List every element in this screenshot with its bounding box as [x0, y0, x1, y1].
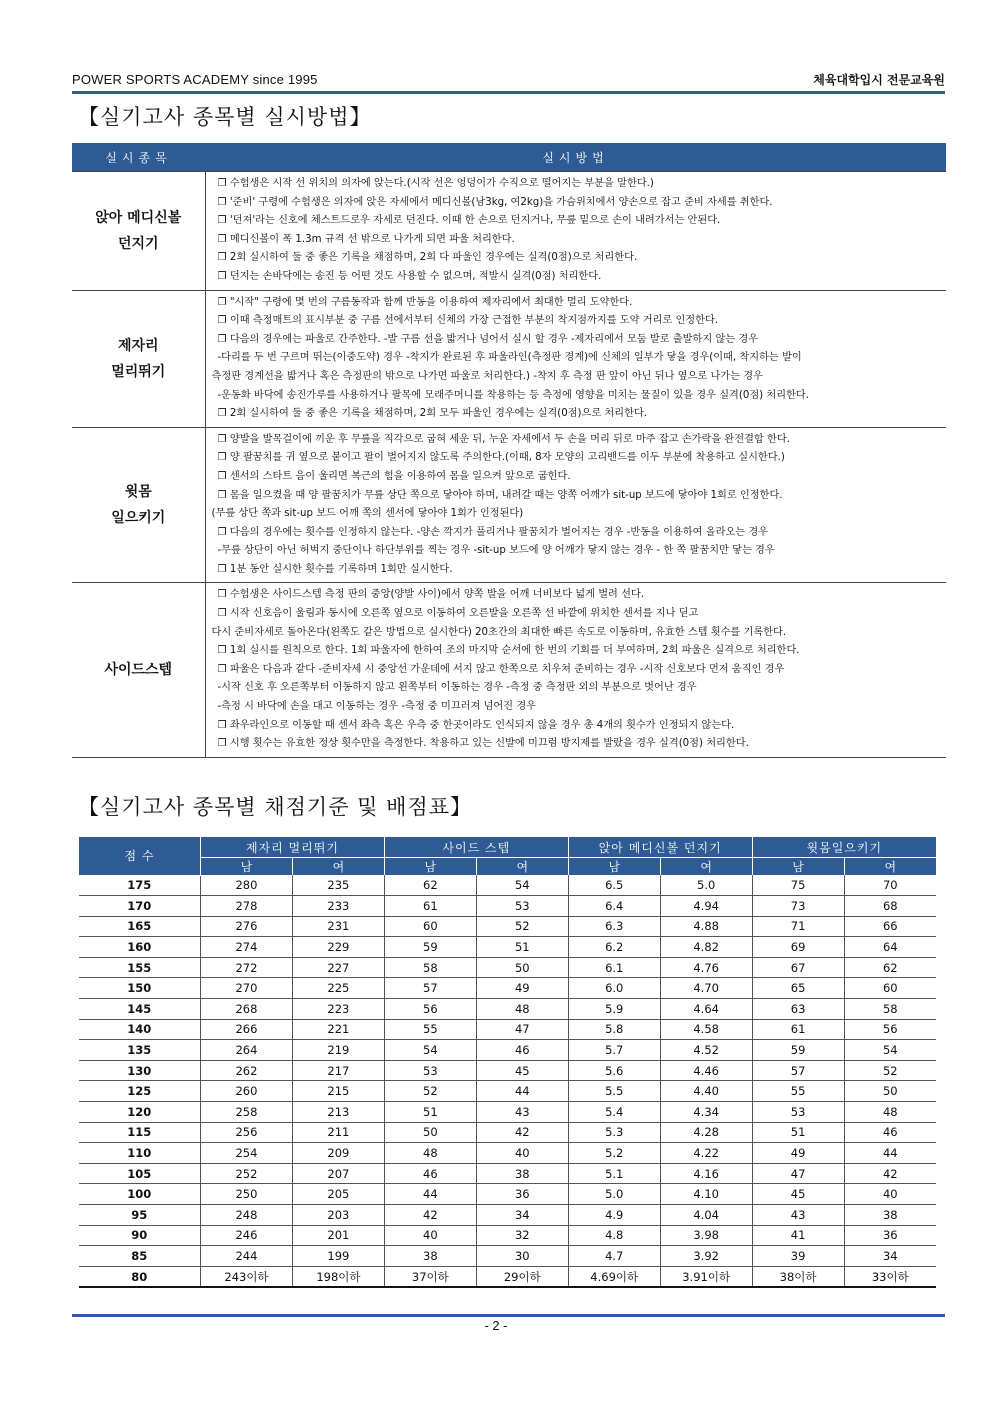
- method-row: [72, 290, 946, 427]
- method-text-line: ❐ 다음의 경우에는 횟수를 인정하지 않는다. -양손 깍지가 풀리거나 팔꿈치가 벌어지는 경우 -반동을 이용하여 올라오는 경우: [217, 526, 769, 538]
- method-text-line: ❐ 몸을 일으켰을 때 양 팔꿈치가 무릎 상단 쪽으로 닿아야 하며, 내려갈 때는 양쪽 어깨가 sit-up 보드에 닿아야 1회로 인정한다.: [217, 489, 783, 501]
- score-column-header: 점 수: [79, 837, 201, 875]
- record-value-cell: 4.69이하: [568, 1266, 660, 1287]
- record-value-cell: 30: [476, 1246, 568, 1267]
- record-value-cell: 6.4: [568, 896, 660, 917]
- score-value-cell: 100: [79, 1184, 201, 1205]
- record-value-cell: 274: [201, 937, 293, 958]
- record-value-cell: 5.6: [568, 1060, 660, 1081]
- record-value-cell: 270: [201, 978, 293, 999]
- method-text-line: ❐ '던져'라는 신호에 체스트드로우 자세로 던진다. 이때 한 손으로 던지거나, 무릎 밑으로 손이 내려가서는 안된다.: [217, 215, 721, 227]
- method-row: [72, 583, 946, 757]
- scores-section-title: 【실기고사 종목별 채점기준 및 배점표】: [78, 795, 472, 819]
- record-value-cell: 49: [752, 1143, 844, 1164]
- record-value-cell: 198이하: [292, 1266, 384, 1287]
- record-value-cell: 4.40: [660, 1081, 752, 1102]
- record-value-cell: 50: [476, 957, 568, 978]
- methods-table: [72, 143, 946, 758]
- record-value-cell: 225: [292, 978, 384, 999]
- record-value-cell: 6.0: [568, 978, 660, 999]
- record-value-cell: 219: [292, 1040, 384, 1061]
- record-value-cell: 4.70: [660, 978, 752, 999]
- record-value-cell: 221: [292, 1019, 384, 1040]
- record-value-cell: 48: [384, 1143, 476, 1164]
- record-value-cell: 4.64: [660, 999, 752, 1020]
- record-value-cell: 256: [201, 1122, 293, 1143]
- method-text-line: ❐ 센서의 스타트 음이 울리면 복근의 힘을 이용하여 몸을 일으켜 앞으로 굽힌다.: [217, 470, 571, 482]
- sex-header: 여: [660, 858, 752, 876]
- record-value-cell: 4.94: [660, 896, 752, 917]
- record-value-cell: 5.0: [568, 1184, 660, 1205]
- record-value-cell: 52: [384, 1081, 476, 1102]
- page-header: [72, 70, 945, 92]
- method-text-line: 다시 준비자세로 돌아온다(왼쪽도 같은 방법으로 실시한다) 20초간의 최대한 빠른 속도로 이동하며, 유효한 스텝 횟수를 기록한다.: [211, 626, 787, 638]
- sex-header: 남: [201, 858, 293, 876]
- record-value-cell: 4.58: [660, 1019, 752, 1040]
- score-value-cell: 90: [79, 1225, 201, 1246]
- record-value-cell: 4.16: [660, 1163, 752, 1184]
- record-value-cell: 36: [476, 1184, 568, 1205]
- event-name-line: 던지기: [117, 235, 159, 252]
- method-text-line: ❐ 이때 측정매트의 표시부분 중 구름 선에서부터 신체의 가장 근접한 부분의 착지점까지를 도약 거리로 인정한다.: [217, 315, 719, 327]
- method-row: [72, 172, 946, 291]
- record-value-cell: 42: [844, 1163, 936, 1184]
- record-value-cell: 32: [476, 1225, 568, 1246]
- record-value-cell: 229: [292, 937, 384, 958]
- record-value-cell: 4.04: [660, 1205, 752, 1226]
- method-column-header: 실시방법: [205, 143, 946, 172]
- institute-name: 체육대학입시 전문교육원: [813, 73, 945, 87]
- score-value-cell: 155: [79, 957, 201, 978]
- record-value-cell: 53: [476, 896, 568, 917]
- record-value-cell: 4.52: [660, 1040, 752, 1061]
- event-header-standing-long-jump: 제자리 멀리뛰기: [201, 837, 385, 858]
- method-text-line: ❐ '준비' 구령에 수험생은 의자에 앉은 자세에서 메디신볼(남3kg, 여2kg)을 가슴위치에서 양손으로 잡고 준비 자세를 취한다.: [217, 196, 773, 208]
- record-value-cell: 250: [201, 1184, 293, 1205]
- record-value-cell: 248: [201, 1205, 293, 1226]
- record-value-cell: 50: [844, 1081, 936, 1102]
- record-value-cell: 244: [201, 1246, 293, 1267]
- header-divider: [72, 91, 945, 94]
- record-value-cell: 44: [384, 1184, 476, 1205]
- event-name-cell: [72, 427, 205, 583]
- method-text-line: ❐ 수험생은 시작 선 위치의 의자에 앉는다.(시작 선은 엉덩이가 수직으로 떨어지는 부분을 말한다.): [217, 178, 654, 189]
- record-value-cell: 73: [752, 896, 844, 917]
- record-value-cell: 46: [844, 1122, 936, 1143]
- footer-divider: [72, 1314, 945, 1317]
- score-value-cell: 80: [79, 1266, 201, 1287]
- record-value-cell: 50: [384, 1122, 476, 1143]
- method-text-line: -다리를 두 번 구르며 뛰는(이중도약) 경우 -착지가 완료된 후 파울라인(측정판 경계)에 신체의 일부가 닿을 경우(이때, 착지하는 발이: [217, 352, 802, 364]
- sex-header: 남: [752, 858, 844, 876]
- record-value-cell: 4.8: [568, 1225, 660, 1246]
- record-value-cell: 46: [384, 1163, 476, 1184]
- methods-header-row: [72, 143, 946, 172]
- scores-header-row-events: [79, 837, 937, 858]
- event-header-sit-up: 윗몸일으키기: [752, 837, 936, 858]
- record-value-cell: 61: [384, 896, 476, 917]
- score-value-cell: 170: [79, 896, 201, 917]
- method-text-line: ❐ 다음의 경우에는 파울로 간주한다. -발 구름 선을 밟거나 넘어서 실시 할 경우 -제자리에서 모둠 발로 출발하지 않는 경우: [217, 333, 759, 345]
- score-row: [79, 1081, 937, 1102]
- record-value-cell: 272: [201, 957, 293, 978]
- record-value-cell: 4.7: [568, 1246, 660, 1267]
- method-text-line: ❐ 양발을 발목걸이에 끼운 후 무릎을 직각으로 굽혀 세운 뒤, 누운 자세에서 두 손을 머리 뒤로 마주 잡고 손가락을 완전결합 한다.: [217, 433, 790, 445]
- record-value-cell: 4.22: [660, 1143, 752, 1164]
- record-value-cell: 207: [292, 1163, 384, 1184]
- event-header-side-step: 사이드 스텝: [384, 837, 568, 858]
- record-value-cell: 68: [844, 896, 936, 917]
- record-value-cell: 40: [384, 1225, 476, 1246]
- record-value-cell: 75: [752, 875, 844, 896]
- event-column-header: 실시종목: [72, 143, 205, 172]
- record-value-cell: 57: [384, 978, 476, 999]
- record-value-cell: 70: [844, 875, 936, 896]
- record-value-cell: 59: [384, 937, 476, 958]
- record-value-cell: 243이하: [201, 1266, 293, 1287]
- record-value-cell: 215: [292, 1081, 384, 1102]
- academy-name: POWER SPORTS ACADEMY since 1995: [72, 72, 318, 87]
- record-value-cell: 6.3: [568, 916, 660, 937]
- record-value-cell: 3.92: [660, 1246, 752, 1267]
- record-value-cell: 276: [201, 916, 293, 937]
- record-value-cell: 5.8: [568, 1019, 660, 1040]
- record-value-cell: 6.1: [568, 957, 660, 978]
- scoring-table: [78, 837, 936, 1288]
- score-row: [79, 1143, 937, 1164]
- record-value-cell: 38: [476, 1163, 568, 1184]
- record-value-cell: 252: [201, 1163, 293, 1184]
- record-value-cell: 6.2: [568, 937, 660, 958]
- record-value-cell: 52: [476, 916, 568, 937]
- event-name-cell: [72, 583, 205, 757]
- record-value-cell: 264: [201, 1040, 293, 1061]
- score-row: [79, 1246, 937, 1267]
- method-text-line: (무릎 상단 쪽과 sit-up 보드 어깨 쪽의 센서에 닿아야 1회가 인정된다): [211, 508, 524, 520]
- record-value-cell: 38이하: [752, 1266, 844, 1287]
- record-value-cell: 38: [844, 1205, 936, 1226]
- record-value-cell: 59: [752, 1040, 844, 1061]
- record-value-cell: 213: [292, 1102, 384, 1123]
- score-row: [79, 937, 937, 958]
- event-name-line: 일으키기: [111, 510, 166, 527]
- method-text-line: -운동화 바닥에 송진가루를 사용하거나 팔목에 모래주머니를 착용하는 등 측정에 영향을 미치는 물질이 있을 경우 실격(0점) 처리한다.: [217, 389, 809, 401]
- method-text-line: ❐ 파울은 다음과 같다 -준비자세 시 중앙선 가운데에 서지 않고 한쪽으로 치우쳐 준비하는 경우 -시작 신호보다 먼저 움직인 경우: [217, 663, 785, 675]
- sex-header: 여: [844, 858, 936, 876]
- score-row: [79, 957, 937, 978]
- score-row: [79, 1184, 937, 1205]
- record-value-cell: 29이하: [476, 1266, 568, 1287]
- record-value-cell: 71: [752, 916, 844, 937]
- event-name-line: 윗몸: [124, 484, 152, 501]
- record-value-cell: 55: [752, 1081, 844, 1102]
- record-value-cell: 227: [292, 957, 384, 978]
- record-value-cell: 4.46: [660, 1060, 752, 1081]
- sex-header: 여: [476, 858, 568, 876]
- methods-section-title: 【실기고사 종목별 실시방법】: [78, 105, 372, 129]
- record-value-cell: 4.76: [660, 957, 752, 978]
- record-value-cell: 44: [476, 1081, 568, 1102]
- record-value-cell: 60: [844, 978, 936, 999]
- event-header-medicine-ball: 앉아 메디신볼 던지기: [568, 837, 752, 858]
- record-value-cell: 45: [752, 1184, 844, 1205]
- record-value-cell: 4.9: [568, 1205, 660, 1226]
- record-value-cell: 246: [201, 1225, 293, 1246]
- record-value-cell: 43: [752, 1205, 844, 1226]
- record-value-cell: 5.0: [660, 875, 752, 896]
- method-text-line: ❐ 시작 신호음이 울림과 동시에 오른쪽 옆으로 이동하여 오른발을 오른쪽 선 바깥에 위치한 센서를 지나 딛고: [217, 608, 699, 620]
- score-value-cell: 160: [79, 937, 201, 958]
- score-value-cell: 125: [79, 1081, 201, 1102]
- event-name-cell: [72, 290, 205, 427]
- record-value-cell: 205: [292, 1184, 384, 1205]
- record-value-cell: 53: [752, 1102, 844, 1123]
- record-value-cell: 43: [476, 1102, 568, 1123]
- score-row: [79, 1266, 937, 1287]
- method-text-line: ❐ 던지는 손바닥에는 송진 등 어떤 것도 사용할 수 없으며, 적발시 실격(0점) 처리한다.: [217, 270, 602, 282]
- record-value-cell: 5.7: [568, 1040, 660, 1061]
- record-value-cell: 42: [476, 1122, 568, 1143]
- score-value-cell: 140: [79, 1019, 201, 1040]
- record-value-cell: 53: [384, 1060, 476, 1081]
- method-text-line: ❐ 메디신볼이 폭 1.3m 규격 선 밖으로 나가게 되면 파울 처리한다.: [217, 233, 515, 245]
- score-value-cell: 175: [79, 875, 201, 896]
- record-value-cell: 56: [844, 1019, 936, 1040]
- score-value-cell: 120: [79, 1102, 201, 1123]
- score-row: [79, 1163, 937, 1184]
- record-value-cell: 260: [201, 1081, 293, 1102]
- record-value-cell: 57: [752, 1060, 844, 1081]
- scores-header-row-sex: [79, 858, 937, 876]
- record-value-cell: 47: [476, 1019, 568, 1040]
- score-row: [79, 896, 937, 917]
- record-value-cell: 254: [201, 1143, 293, 1164]
- record-value-cell: 55: [384, 1019, 476, 1040]
- record-value-cell: 209: [292, 1143, 384, 1164]
- record-value-cell: 5.1: [568, 1163, 660, 1184]
- record-value-cell: 4.10: [660, 1184, 752, 1205]
- record-value-cell: 49: [476, 978, 568, 999]
- record-value-cell: 223: [292, 999, 384, 1020]
- record-value-cell: 278: [201, 896, 293, 917]
- method-text-line: ❐ 2회 실시하여 둘 중 좋은 기록을 채점하며, 2회 다 파울인 경우에는 실격(0점)으로 처리한다.: [217, 252, 638, 264]
- record-value-cell: 51: [476, 937, 568, 958]
- record-value-cell: 5.4: [568, 1102, 660, 1123]
- record-value-cell: 41: [752, 1225, 844, 1246]
- event-name-line: 제자리: [117, 337, 159, 354]
- method-text-line: -시작 신호 후 오른쪽부터 이동하지 않고 왼쪽부터 이동하는 경우 -측정 중 측정판 외의 부분으로 벗어난 경우: [217, 682, 697, 694]
- record-value-cell: 54: [384, 1040, 476, 1061]
- method-text-line: -무릎 상단이 아닌 허벅지 중단이나 하단부위를 찍는 경우 -sit-up 보드에 양 어깨가 닿지 않는 경우 - 한 쪽 팔꿈치만 닿는 경우: [217, 545, 775, 557]
- record-value-cell: 52: [844, 1060, 936, 1081]
- page-number: - 2 -: [484, 1318, 508, 1333]
- record-value-cell: 67: [752, 957, 844, 978]
- event-name-cell: [72, 172, 205, 291]
- record-value-cell: 65: [752, 978, 844, 999]
- method-text-line: ❐ 1분 동안 실시한 횟수를 기록하며 1회만 실시한다.: [217, 563, 453, 575]
- sex-header: 여: [292, 858, 384, 876]
- score-row: [79, 1122, 937, 1143]
- record-value-cell: 3.91이하: [660, 1266, 752, 1287]
- score-value-cell: 105: [79, 1163, 201, 1184]
- record-value-cell: 51: [752, 1122, 844, 1143]
- record-value-cell: 40: [476, 1143, 568, 1164]
- method-text-line: ❐ 양 팔꿈치를 귀 옆으로 붙이고 팔이 벌어지지 않도록 주의한다.(이때, 8자 모양의 고리밴드를 이두 부분에 착용하고 실시한다.): [217, 452, 785, 464]
- record-value-cell: 33이하: [844, 1266, 936, 1287]
- method-row: [72, 427, 946, 583]
- record-value-cell: 45: [476, 1060, 568, 1081]
- record-value-cell: 54: [844, 1040, 936, 1061]
- method-text-line: ❐ 1회 실시를 원칙으로 한다. 1회 파울자에 한하여 조의 마지막 순서에 한 번의 기회를 더 부여하며, 2회 파울은 실격으로 처리한다.: [217, 645, 800, 657]
- record-value-cell: 60: [384, 916, 476, 937]
- score-row: [79, 875, 937, 896]
- record-value-cell: 280: [201, 875, 293, 896]
- record-value-cell: 3.98: [660, 1225, 752, 1246]
- record-value-cell: 235: [292, 875, 384, 896]
- score-value-cell: 165: [79, 916, 201, 937]
- record-value-cell: 66: [844, 916, 936, 937]
- event-name-line: 멀리뛰기: [111, 363, 166, 380]
- record-value-cell: 36: [844, 1225, 936, 1246]
- score-row: [79, 1205, 937, 1226]
- record-value-cell: 4.28: [660, 1122, 752, 1143]
- method-text-line: ❐ 2회 실시하여 둘 중 좋은 기록을 채점하며, 2회 모두 파울인 경우에는 실격(0점)으로 처리한다.: [217, 408, 648, 420]
- record-value-cell: 201: [292, 1225, 384, 1246]
- record-value-cell: 5.3: [568, 1122, 660, 1143]
- record-value-cell: 262: [201, 1060, 293, 1081]
- record-value-cell: 34: [476, 1205, 568, 1226]
- score-value-cell: 130: [79, 1060, 201, 1081]
- score-row: [79, 916, 937, 937]
- record-value-cell: 37이하: [384, 1266, 476, 1287]
- method-text-line: ❐ 좌우라인으로 이동할 때 센서 좌측 혹은 우측 중 한곳이라도 인식되지 않을 경우 총 4개의 횟수가 인정되지 않는다.: [217, 719, 735, 731]
- method-description-cell: [205, 427, 946, 583]
- score-row: [79, 1102, 937, 1123]
- record-value-cell: 268: [201, 999, 293, 1020]
- score-value-cell: 95: [79, 1205, 201, 1226]
- event-name-line: 앉아 메디신볼: [95, 209, 182, 226]
- score-value-cell: 145: [79, 999, 201, 1020]
- record-value-cell: 4.88: [660, 916, 752, 937]
- score-value-cell: 85: [79, 1246, 201, 1267]
- method-description-cell: [205, 290, 946, 427]
- method-description-cell: [205, 583, 946, 757]
- record-value-cell: 56: [384, 999, 476, 1020]
- score-row: [79, 1040, 937, 1061]
- method-text-line: 측정판 경계선을 밟거나 혹은 측정판의 밖으로 나가면 파울로 처리한다.) -착지 후 측정 판 앞이 아닌 뒤나 옆으로 나가는 경우: [211, 370, 763, 382]
- record-value-cell: 4.34: [660, 1102, 752, 1123]
- record-value-cell: 34: [844, 1246, 936, 1267]
- score-row: [79, 978, 937, 999]
- record-value-cell: 266: [201, 1019, 293, 1040]
- record-value-cell: 69: [752, 937, 844, 958]
- score-value-cell: 110: [79, 1143, 201, 1164]
- score-row: [79, 1060, 937, 1081]
- event-name-line: 사이드스텝: [104, 662, 173, 679]
- score-row: [79, 1019, 937, 1040]
- record-value-cell: 48: [476, 999, 568, 1020]
- record-value-cell: 231: [292, 916, 384, 937]
- record-value-cell: 211: [292, 1122, 384, 1143]
- record-value-cell: 58: [844, 999, 936, 1020]
- record-value-cell: 233: [292, 896, 384, 917]
- record-value-cell: 63: [752, 999, 844, 1020]
- record-value-cell: 44: [844, 1143, 936, 1164]
- method-text-line: -측정 시 바닥에 손을 대고 이동하는 경우 -측정 중 미끄러져 넘어진 경우: [217, 701, 537, 713]
- record-value-cell: 203: [292, 1205, 384, 1226]
- sex-header: 남: [384, 858, 476, 876]
- record-value-cell: 217: [292, 1060, 384, 1081]
- method-text-line: ❐ 시행 횟수는 유효한 정상 횟수만을 측정한다. 착용하고 있는 신발에 미끄럼 방지제를 발랐을 경우 실격(0점) 처리한다.: [217, 738, 749, 750]
- record-value-cell: 58: [384, 957, 476, 978]
- record-value-cell: 39: [752, 1246, 844, 1267]
- record-value-cell: 42: [384, 1205, 476, 1226]
- record-value-cell: 64: [844, 937, 936, 958]
- record-value-cell: 62: [384, 875, 476, 896]
- record-value-cell: 38: [384, 1246, 476, 1267]
- record-value-cell: 62: [844, 957, 936, 978]
- score-row: [79, 999, 937, 1020]
- method-text-line: ❐ 수험생은 사이드스텝 측정 판의 중앙(양발 사이)에서 양쪽 발을 어깨 너비보다 넓게 벌려 선다.: [217, 589, 645, 601]
- score-value-cell: 115: [79, 1122, 201, 1143]
- record-value-cell: 199: [292, 1246, 384, 1267]
- record-value-cell: 46: [476, 1040, 568, 1061]
- score-value-cell: 150: [79, 978, 201, 999]
- record-value-cell: 40: [844, 1184, 936, 1205]
- record-value-cell: 258: [201, 1102, 293, 1123]
- record-value-cell: 54: [476, 875, 568, 896]
- record-value-cell: 47: [752, 1163, 844, 1184]
- method-description-cell: [205, 172, 946, 291]
- record-value-cell: 4.82: [660, 937, 752, 958]
- score-value-cell: 135: [79, 1040, 201, 1061]
- record-value-cell: 48: [844, 1102, 936, 1123]
- record-value-cell: 61: [752, 1019, 844, 1040]
- record-value-cell: 5.2: [568, 1143, 660, 1164]
- record-value-cell: 5.5: [568, 1081, 660, 1102]
- method-text-line: ❐ "시작" 구령에 몇 번의 구름동작과 함께 반동을 이용하여 제자리에서 최대한 멀리 도약한다.: [217, 296, 633, 308]
- record-value-cell: 6.5: [568, 875, 660, 896]
- record-value-cell: 51: [384, 1102, 476, 1123]
- score-row: [79, 1225, 937, 1246]
- record-value-cell: 5.9: [568, 999, 660, 1020]
- sex-header: 남: [568, 858, 660, 876]
